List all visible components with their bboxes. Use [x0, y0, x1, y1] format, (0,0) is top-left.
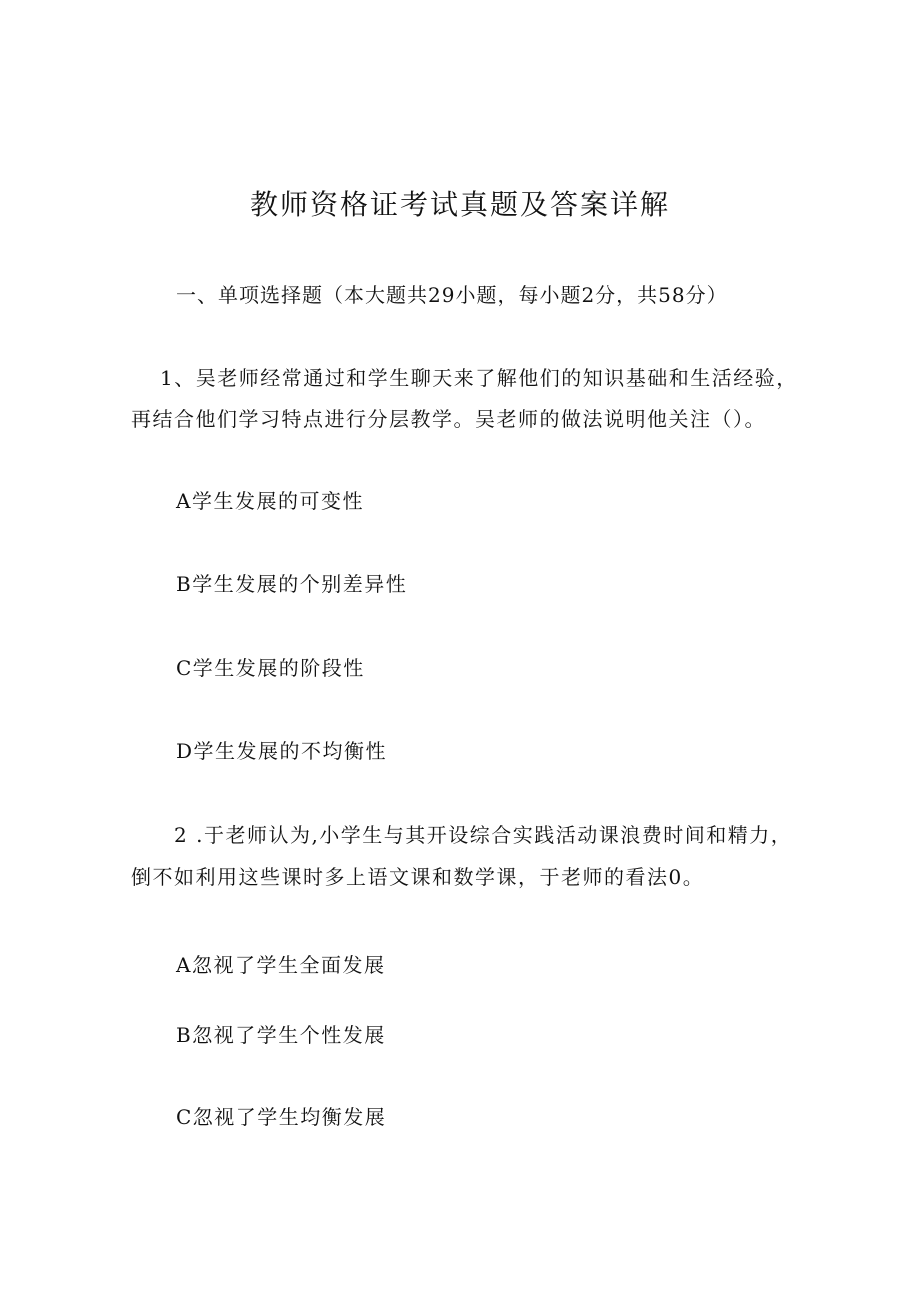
document-title: 教师资格证考试真题及答案详解 — [249, 188, 670, 221]
question-stem-line: 1、吴老师经常通过和学生聊天来了解他们的知识基础和生活经验， — [160, 366, 798, 390]
answer-option-c: C忽视了学生均衡发展 — [176, 1105, 387, 1129]
answer-option-a: A学生发展的可变性 — [176, 489, 364, 513]
answer-option-d: D学生发展的不均衡性 — [176, 739, 388, 763]
answer-option-a: A忽视了学生全面发展 — [176, 953, 386, 977]
question-stem-line: 倒不如利用这些课时多上语文课和数学课，于老师的看法0。 — [131, 865, 705, 889]
question-stem-line: 2 .于老师认为,小学生与其开设综合实践活动课浪费时间和精力， — [174, 823, 793, 847]
section-heading: 一、单项选择题（本大题共29小题，每小题2分，共58分） — [176, 283, 728, 307]
answer-option-b: B忽视了学生个性发展 — [176, 1023, 386, 1047]
answer-option-b: B学生发展的个别差异性 — [176, 572, 408, 596]
question-stem-line: 再结合他们学习特点进行分层教学。吴老师的做法说明他关注（）。 — [131, 407, 766, 431]
answer-option-c: C学生发展的阶段性 — [176, 656, 365, 680]
